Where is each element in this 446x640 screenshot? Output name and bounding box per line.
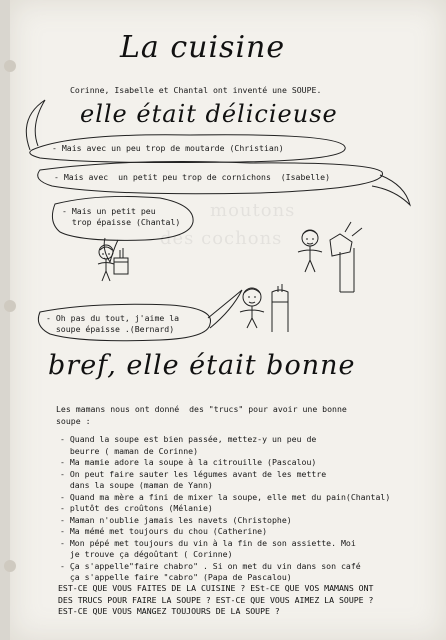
list-item: - Ma mémé met toujours du chou (Catherine)	[60, 526, 268, 536]
list-item: - Maman n'oublie jamais les navets (Christophe)	[60, 514, 292, 525]
page	[10, 0, 446, 640]
headline-bonne: bref, elle était bonne	[48, 350, 356, 381]
headline-delicieuse: elle était délicieuse	[80, 100, 338, 128]
page-title: La cuisine	[120, 30, 286, 65]
trucs-intro: Les mamans nous ont donné des "trucs" pour avoir une bonne soupe :	[56, 404, 347, 426]
list-item: - plutôt des croûtons (Mélanie)	[60, 503, 213, 513]
closing-questions: EST-CE QUE VOUS FAITES DE LA CUISINE ? ESt-CE QUE VOS MAMANS ONT DES TRUCS POUR FAIRE LA SOUPE ? EST-CE QUE VOUS AIMEZ LA SOUPE ? EST-CE QUE VOUS MANGEZ TOUJOURS DE LA SOUPE ?	[58, 583, 374, 616]
list-item: - Quand ma mère a fini de mixer la soupe, elle met du pain(Chantal)	[60, 491, 391, 502]
list-item: - Mon pépé met toujours du vin à la fin de son assiette. Moi je trouve ça dégoûtant ( Corinne)	[60, 537, 356, 559]
list-item: - Ça s'appelle"faire chabro" . Si on met du vin dans son café ça s'appelle faire "cabro" (Papa de Pascalou)	[60, 560, 361, 582]
list-item: - Quand la soupe est bien passée, mettez-y un peu de beurre ( maman de Corinne)	[60, 434, 317, 456]
child-drawing-bottom	[240, 284, 288, 332]
bubble-christian: - Mais avec un peu trop de moutarde (Christian)	[52, 143, 284, 153]
show-through-text: moutons	[210, 200, 296, 221]
speech-bubble-tail	[26, 100, 45, 150]
bubble-bernard: - Oh pas du tout, j'aime la soupe épaisse .(Bernard)	[46, 313, 180, 334]
child-drawing-right	[298, 222, 362, 292]
trucs-list	[60, 434, 390, 584]
intro-text: Corinne, Isabelle et Chantal ont inventé une SOUPE.	[70, 85, 322, 95]
show-through-text: des cochons	[160, 228, 283, 249]
bubble-isabelle: - Mais avec un petit peu trop de cornichons (Isabelle)	[54, 172, 331, 182]
list-item: - Ma mamie adore la soupe à la citrouille (Pascalou)	[60, 457, 317, 467]
child-drawing-left	[98, 245, 128, 281]
bubble-chantal: - Mais un petit peu trop épaisse (Chantal)	[62, 206, 181, 227]
speech-bubble-tail	[208, 290, 242, 328]
list-item: - On peut faire sauter les légumes avant de les mettre dans la soupe (maman de Yann)	[60, 468, 327, 490]
